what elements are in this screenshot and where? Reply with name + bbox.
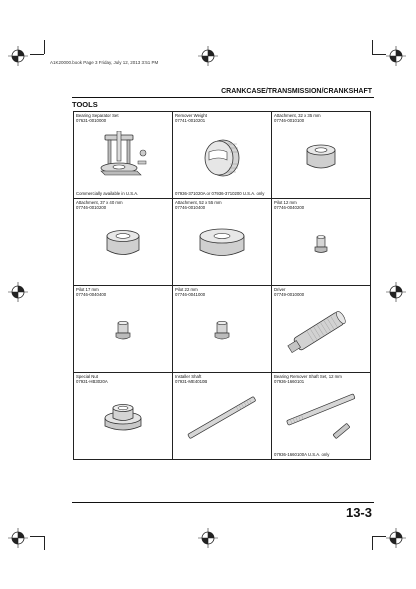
table-row [74,373,371,460]
tool-part-number: 07631-0010000 [76,118,107,124]
tool-name: Installer Shaft [175,374,202,379]
tool-cell [272,373,371,460]
tool-name: Remover Weight [175,113,207,118]
tool-part-number: 07746-0041000 [175,292,206,298]
tool-part-number: 07931-HB3020A [76,379,108,385]
crop-mark [30,54,44,55]
tool-cell [74,112,173,199]
crop-mark [372,536,373,550]
pilot-icon [74,300,172,362]
tool-cell [173,199,272,286]
registration-mark [8,528,28,548]
tool-cell [74,199,173,286]
special-nut-icon [74,387,172,449]
installer-shaft-icon [173,387,271,449]
registration-mark [386,528,406,548]
tool-part-number: 07741-0010201 [175,118,206,124]
tool-note: 07936-1660100A U.S.A. only [274,451,330,457]
tool-name: Bearing Remover Shaft Set, 12 mm [274,374,342,379]
pilot-icon [272,213,370,275]
tool-cell [74,373,173,460]
tool-name: Pilot 22 mm [175,287,198,292]
bearing-remover-shaft-icon [272,387,370,449]
footer-rule [72,502,374,503]
tool-cell [272,286,371,373]
tool-name: Attachment, 32 x 35 mm [274,113,321,118]
tool-part-number: 07749-0010000 [274,292,305,298]
tool-cell [272,199,371,286]
attachment-icon [173,213,271,275]
driver-icon [272,300,370,362]
tool-note: 07936-371020A or 07936-3710200 U.S.A. only [175,190,265,196]
crop-mark [372,40,373,54]
registration-mark [198,528,218,548]
tool-part-number: 07746-0010100 [274,118,305,124]
registration-mark [198,46,218,66]
crop-mark [44,40,45,54]
crop-mark [44,536,45,550]
tool-name: Pilot 17 mm [76,287,99,292]
bearing-separator-icon [74,126,172,188]
tool-name: Special Nut [76,374,98,379]
crop-mark [30,536,44,537]
tool-name: Driver [274,287,286,292]
header-rule [72,97,374,98]
tool-cell [173,112,272,199]
tool-part-number: 07746-0010200 [76,205,107,211]
tool-name: Attachment, 52 x 55 mm [175,200,222,205]
page-number: 13-3 [345,505,372,520]
tool-note: Commercially available in U.S.A. [76,190,139,196]
file-stamp: A1K20000.book Page 3 Friday, July 12, 2013 3:51 PM [50,60,159,65]
registration-mark [386,282,406,302]
tool-cell [74,286,173,373]
attachment-icon [74,213,172,275]
tool-name: Attachment, 37 x 40 mm [76,200,123,205]
registration-mark [8,282,28,302]
tool-part-number: 07746-0040400 [76,292,107,298]
table-row [74,286,371,373]
tool-cell [272,112,371,199]
registration-mark [8,46,28,66]
page-title: TOOLS [72,100,98,109]
tool-part-number: 07746-0040200 [274,205,305,211]
crop-mark [372,54,386,55]
tool-cell [173,286,272,373]
tool-name: Bearing Separator Set [76,113,119,118]
tool-part-number: 07936-1660101 [274,379,305,385]
tools-table [73,111,371,460]
crop-mark [372,536,386,537]
pilot-icon [173,300,271,362]
remover-weight-icon [173,126,271,188]
registration-mark [386,46,406,66]
tool-name: Pilot 12 mm [274,200,297,205]
tool-part-number: 07931-ME4010B [175,379,208,385]
section-header-title: CRANKCASE/TRANSMISSION/CRANKSHAFT [221,88,372,95]
table-row [74,199,371,286]
tool-part-number: 07746-0010400 [175,205,206,211]
table-row [74,112,371,199]
attachment-icon [272,126,370,188]
tool-cell [173,373,272,460]
